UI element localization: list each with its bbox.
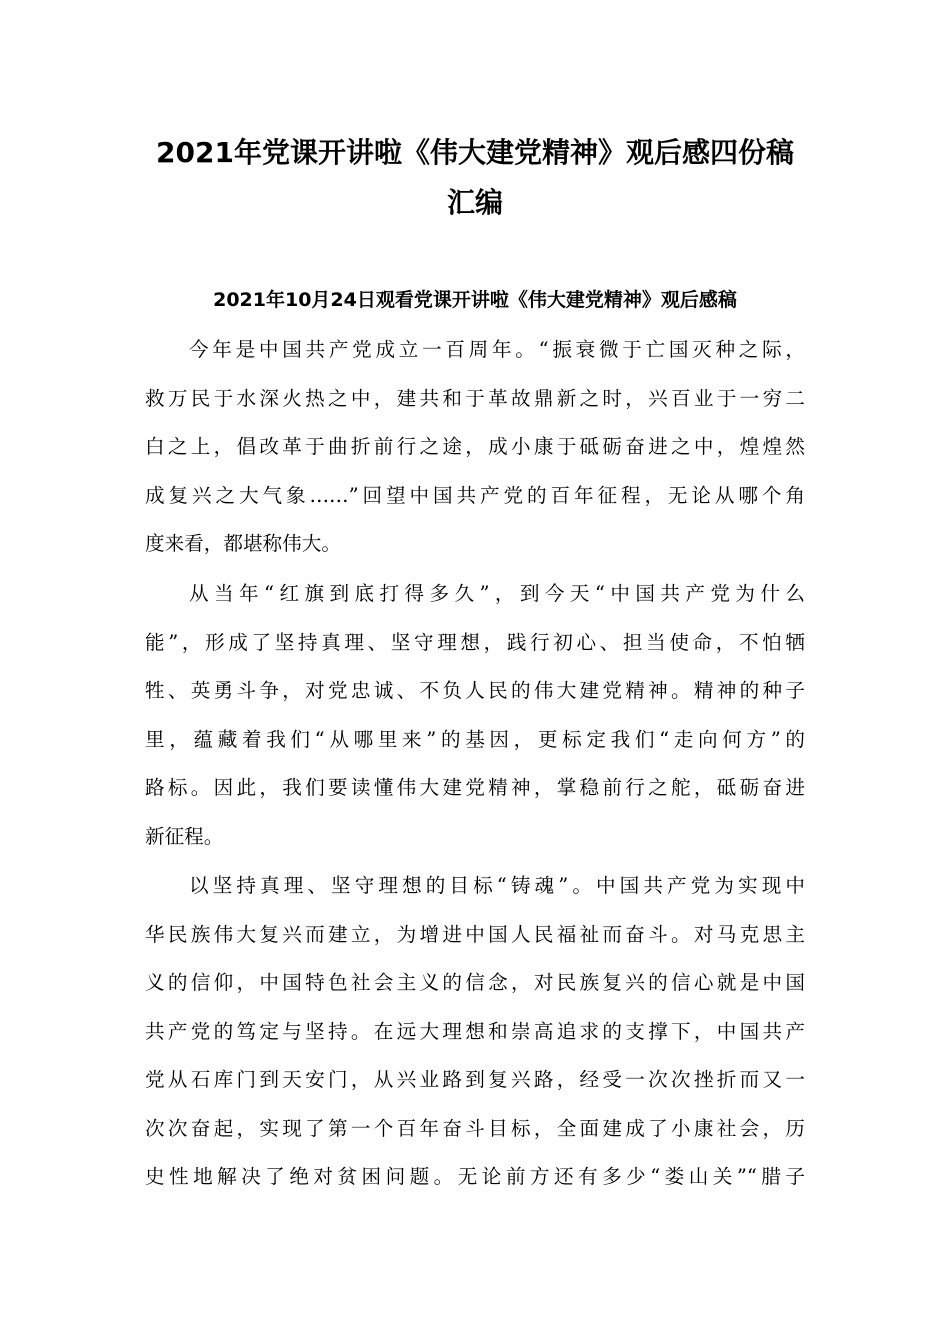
paragraph-line: 里，蕴藏着我们“从哪里来”的基因，更标定我们“走向何方”的 (145, 727, 805, 751)
paragraph-line: 今年是中国共产党成立一百周年。“振衰微于亡国灭种之际， (189, 338, 805, 361)
document-title-line-1: 2021年党课开讲啦《伟大建党精神》观后感四份稿 (156, 136, 794, 169)
paragraph-line: 路标。因此，我们要读懂伟大建党精神，掌稳前行之舵，砥砺奋进 (145, 776, 805, 799)
paragraph-line: 华民族伟大复兴而建立，为增进中国人民福祉而奋斗。对马克思主 (145, 922, 805, 946)
paragraph-1 (145, 326, 805, 569)
paragraph-line: 以坚持真理、坚守理想的目标“铸魂”。中国共产党为实现中 (189, 874, 805, 897)
paragraph-line: 次次奋起，实现了第一个百年奋斗目标，全面建成了小康社会，历 (145, 1116, 805, 1140)
paragraph-line: 救万民于水深火热之中，建共和于革故鼎新之时，兴百业于一穷二 (145, 386, 805, 410)
paragraph-line: 从当年“红旗到底打得多久”，到今天“中国共产党为什么 (189, 582, 805, 605)
paragraph-line: 共产党的笃定与坚持。在远大理想和崇高追求的支撑下，中国共产 (145, 1019, 805, 1043)
paragraph-line: 能”，形成了坚持真理、坚守理想，践行初心、担当使命，不怕牺 (145, 630, 805, 654)
paragraph-2 (145, 570, 805, 861)
section-heading: 2021年10月24日观看党课开讲啦《伟大建党精神》观后感稿 (213, 289, 737, 311)
paragraph-line: 党从石库门到天安门，从兴业路到复兴路，经受一次次挫折而又一 (145, 1068, 805, 1091)
paragraph-line: 新征程。 (145, 824, 224, 848)
paragraph-line: 白之上，倡改革于曲折前行之途，成小康于砥砺奋进之中，煌煌然 (145, 435, 805, 458)
paragraph-line: 史性地解决了绝对贫困问题。无论前方还有多少“娄山关”“腊子 (145, 1165, 805, 1188)
paragraph-line: 牲、英勇斗争，对党忠诚、不负人民的伟大建党精神。精神的种子 (145, 679, 805, 702)
paragraph-line: 成复兴之大气象……”回望中国共产党的百年征程，无论从哪个角 (145, 483, 805, 507)
paragraph-line: 义的信仰，中国特色社会主义的信念，对民族复兴的信心就是中国 (145, 971, 805, 994)
paragraph-line: 度来看，都堪称伟大。 (145, 532, 341, 555)
paragraph-3 (145, 862, 805, 1202)
document-title-line-2: 汇编 (446, 186, 503, 219)
